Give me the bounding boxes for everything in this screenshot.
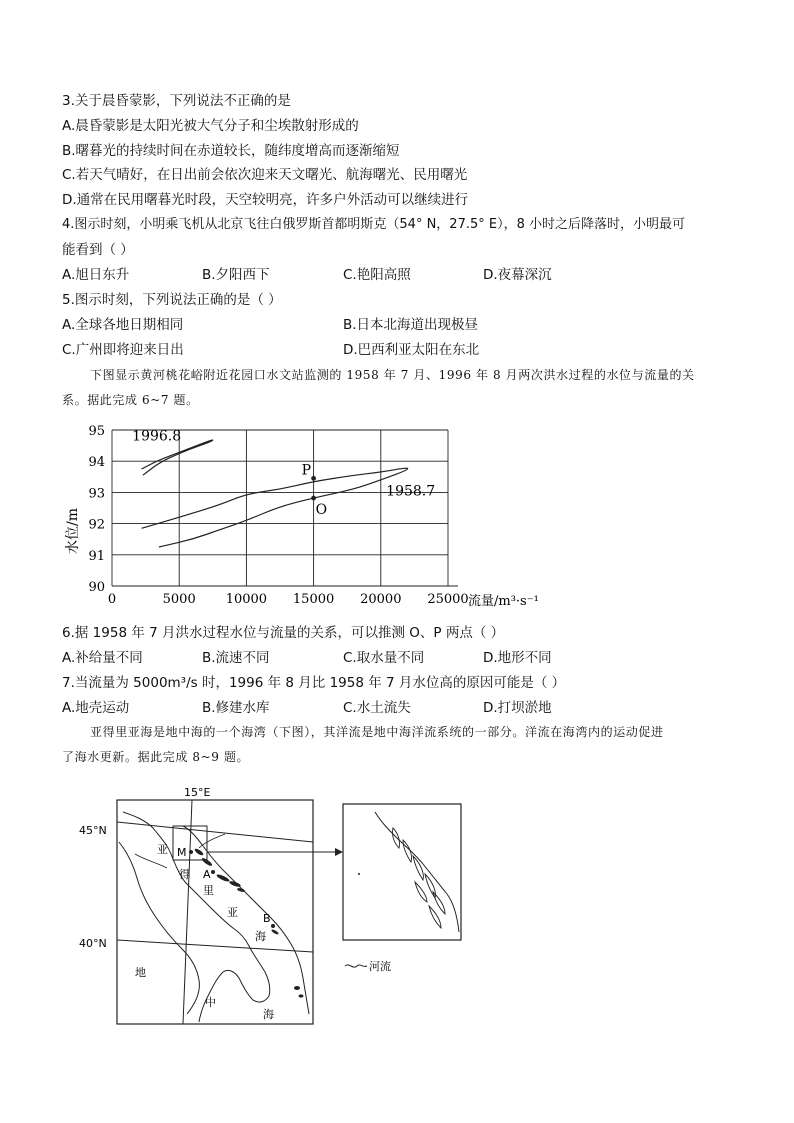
chart-xlabel: 流量/m³·s⁻¹ [468,594,539,609]
q4-option-b: B.夕阳西下 [202,267,270,283]
q3-option-a: A.晨昏蒙影是太阳光被大气分子和尘埃散射形成的 [62,118,359,134]
lat-label-40: 40°N [79,937,107,950]
q7-option-a: A.地壳运动 [62,700,130,716]
region-char-ya1: 亚 [157,843,168,856]
inset-islands [392,828,445,928]
region-char-zhong: 中 [205,996,216,1009]
lon-label: 15°E [184,786,211,799]
y-tick-label: 93 [88,486,105,502]
inset-dot [358,873,360,875]
q4-stem-line1: 4.图示时刻，小明乘飞机从北京飞往白俄罗斯首都明斯克（54° N，27.5° E），8 小时之后降落时，小明最可 [62,217,685,232]
italy-east-coast [123,812,270,1022]
q6-stem: 6.据 1958 年 7 月洪水过程水位与流量的关系，可以推测 O、P 两点（ ） [62,625,505,641]
x-tick-label: 20000 [360,592,402,607]
region-char-hai2: 海 [263,1008,274,1021]
point-b-marker [271,924,275,928]
x-tick-label: 25000 [427,592,469,607]
series-label-1958: 1958.7 [386,483,436,500]
chart-ylabel: 水位/m [65,508,81,554]
intro-6-7-line2: 系。据此完成 6~7 题。 [62,393,199,407]
lat-40-line [117,940,313,952]
q5-option-c: C.广州即将迎来日出 [62,342,184,358]
point-m-marker [189,850,193,854]
point-a-marker [211,870,215,874]
inset-frame [343,804,461,940]
y-tick-label: 91 [88,548,105,564]
lon-15-line [183,800,192,1024]
x-tick-label: 10000 [225,592,268,607]
series-curve-1996.8 [142,440,213,475]
river-legend-label: 河流 [369,960,391,973]
q3-option-b: B.曙暮光的持续时间在赤道较长，随纬度增高而逐渐缩短 [62,143,400,159]
river-po [135,854,167,868]
q6-option-d: D.地形不同 [483,650,552,666]
q4-option-c: C.艳阳高照 [343,267,411,283]
lat-label-45: 45°N [79,824,107,837]
point-a-label: A [203,868,211,881]
point-O [311,496,316,501]
region-char-li: 里 [203,884,214,897]
intro-8-9-line2: 了海水更新。据此完成 8~9 题。 [62,750,250,764]
point-P [311,476,316,481]
region-char-hai1: 海 [255,930,266,943]
q3-option-d: D.通常在民用曙暮光时段，天空较明亮，许多户外活动可以继续进行 [62,192,469,208]
point-label-P: P [301,462,312,479]
intro-6-7-line1: 下图显示黄河桃花峪附近花园口水文站监测的 1958 年 7 月、1996 年 8 月两次洪水过程的水位与流量的关 [90,368,695,382]
q7-option-c: C.水土流失 [343,700,411,716]
region-char-ya2: 亚 [227,906,238,919]
y-tick-label: 94 [88,455,105,471]
q5-option-b: B.日本北海道出现极昼 [343,317,479,333]
q7-option-d: D.打坝淤地 [483,700,552,716]
series-label-1996: 1996.8 [132,428,182,445]
q4-option-d: D.夜幕深沉 [483,267,552,283]
q5-stem: 5.图示时刻，下列说法正确的是（ ） [62,292,282,308]
intro-8-9 [62,720,742,770]
q3-stem: 3.关于晨昏蒙影，下列说法不正确的是 [62,93,291,109]
arrow-head-icon [335,848,343,856]
intro-8-9-line1: 亚得里亚海是地中海的一个海湾（下图），其洋流是地中海洋流系统的一部分。洋流在海湾内的运动促进 [90,725,664,739]
river-legend-icon [345,965,367,967]
x-tick-label: 5000 [162,592,196,607]
q4-stem-line2: 能看到（ ） [62,242,134,258]
point-b-label: B [263,912,271,925]
y-tick-label: 95 [88,424,105,439]
adriatic-sea-map [75,782,545,1032]
inset-coast [375,812,459,932]
q3-option-c: C.若天气晴好，在日出前会依次迎来天文曙光、航海曙光、民用曙光 [62,167,468,183]
region-char-de: 得 [179,868,190,881]
point-m-label: M [177,846,187,859]
q6-option-b: B.流速不同 [202,650,270,666]
water-level-discharge-chart [60,418,560,613]
q6-option-c: C.取水量不同 [343,650,425,666]
y-tick-label: 92 [88,517,105,533]
q7-option-b: B.修建水库 [202,700,270,716]
y-tick-label: 90 [88,580,105,595]
lat-45-line [117,822,313,842]
point-label-O: O [315,502,328,519]
x-tick-label: 15000 [292,592,335,607]
x-tick-label: 0 [107,592,117,607]
q5-option-d: D.巴西利亚太阳在东北 [343,342,480,358]
series-curve-1958.7 [142,468,408,547]
q6-option-a: A.补给量不同 [62,650,143,666]
region-char-di: 地 [135,966,146,979]
q5-option-a: A.全球各地日期相同 [62,317,184,333]
q7-stem: 7.当流量为 5000m³/s 时，1996 年 8 月比 1958 年 7 月水位高的原因可能是（ ） [62,675,566,691]
q4-option-a: A.旭日东升 [62,267,130,283]
intro-6-7 [62,363,742,413]
